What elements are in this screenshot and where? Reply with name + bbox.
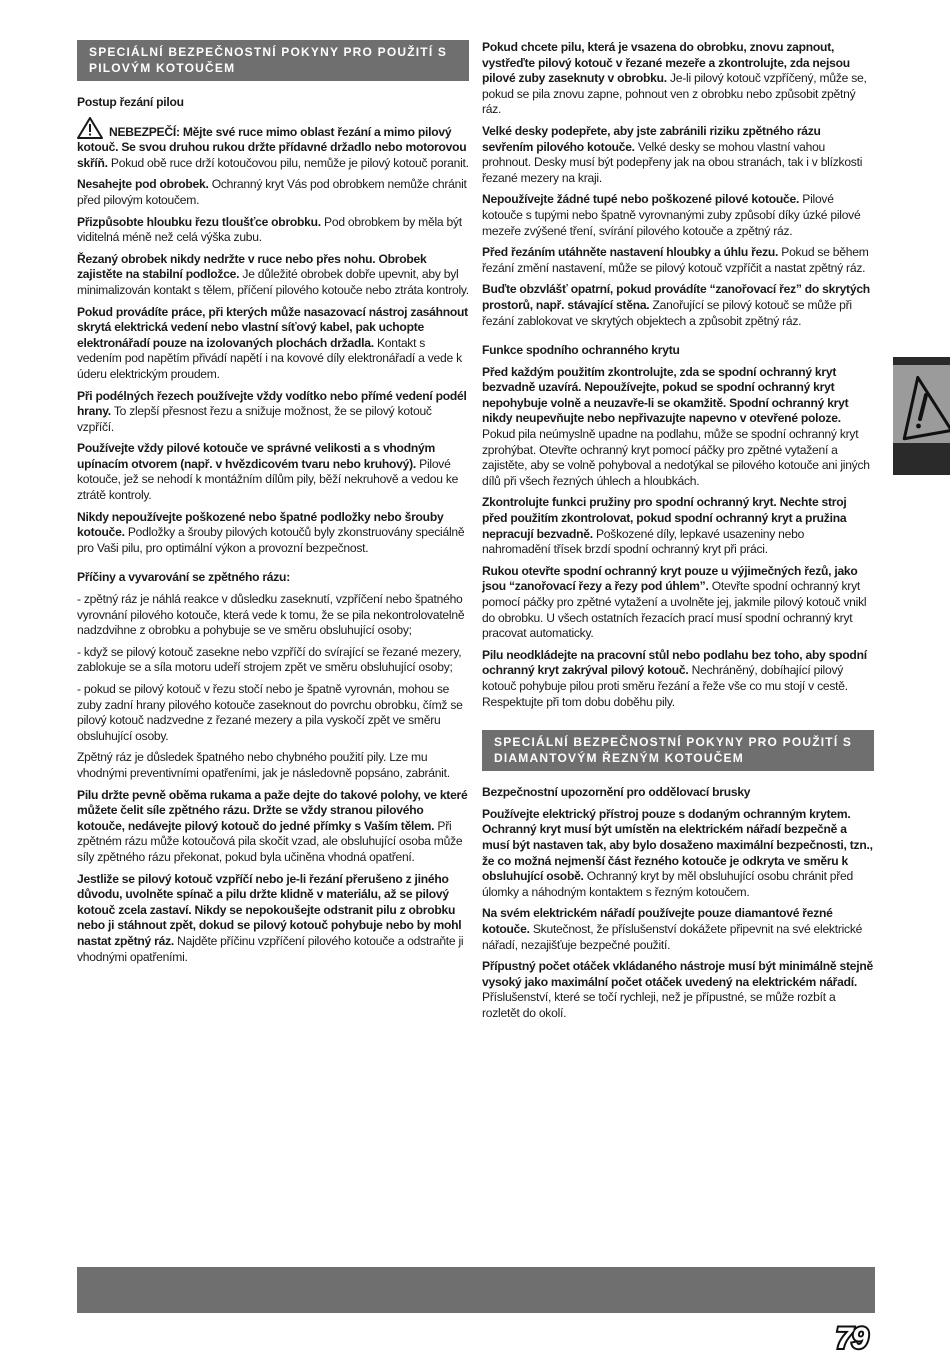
section-banner-saw: SPECIÁLNÍ BEZPEČNOSTNÍ POKYNY PRO POUŽITÍ S PILOVÝM KOTOUČEM	[77, 40, 469, 81]
paragraph-bold: Před každým použitím zkontrolujte, zda se spodní ochranný kryt bezvadně uzavírá. Nepoužívejte, pokud se spodní ochranný kryt nepohybuje volně a neuzavře-li se okamžitě. Spodní ochranný kryt nikdy neupevňujte nebo nepřivazujte napevno v otevřené poloze.	[482, 364, 849, 426]
footer-bar	[77, 1267, 875, 1313]
paragraph	[77, 872, 469, 966]
paragraph	[77, 215, 469, 246]
paragraph	[482, 495, 874, 557]
paragraph	[482, 564, 874, 642]
right-column	[482, 40, 874, 1027]
paragraph	[77, 510, 469, 557]
paragraph	[77, 305, 469, 383]
paragraph-text: Pokud se během řezání změní nastavení, může se pilový kotouč vzpříčit a nastat zpětný ráz.	[482, 245, 869, 275]
paragraph-text: Otevřte spodní ochranný kryt pomocí páčky pro zpětné vytažení a uvolněte jej, jakmile pilový kotouč vnikl do obrobku. U všech ostatních řezacích prací musí spodní ochranný kryt pracovat automaticky.	[482, 579, 867, 641]
paragraph-bold: Zkontrolujte funkci pružiny pro spodní ochranný kryt. Nechte stroj před použitím zkontrolovat, pokud spodní ochranný kryt a pružina nepracují bezvadně.	[482, 495, 847, 541]
paragraph-text: Zanořující se pilový kotouč se může při řezání zablokovat ve skrytých objektech a způsobit zpětný ráz.	[482, 297, 852, 328]
paragraph-text: Kontakt s vedením pod napětím přivádí napětí i na kovové díly elektronářadí a vede k úderu elektrickým proudem.	[77, 335, 462, 381]
warning-triangle-icon	[77, 117, 103, 139]
paragraph: - když se pilový kotouč zasekne nebo vzpříčí do svírající se řezané mezery, zablokuje se a síla motoru udeří strojem zpět ve směru obsluhující osoby;	[77, 644, 462, 675]
danger-bold-text: NEBEZPEČÍ: Mějte své ruce mimo oblast řezání a mimo pilový kotouč. Se svou druhou rukou držte přídavné držadlo nebo motorovou skříň.	[77, 124, 467, 170]
paragraph-bold: Používejte elektrický přístroj pouze s dodaným ochranným krytem. Ochranný kryt musí být umístěn na elektrickém nářadí bezpečně a musí být nastaven tak, aby bylo dosaženo maximální bezpečnosti, tzn., že co možná nejmenší část řezného kotouče je odkryta ve směru k obsluhující osobě.	[482, 806, 873, 884]
paragraph-bold: Přizpůsobte hloubku řezu tloušťce obrobku.	[77, 214, 321, 229]
paragraph-bold: Nesahejte pod obrobek.	[77, 177, 209, 192]
paragraph-text: Při zpětném rázu může kotoučová pila skočit vzad, ale obsluhující osoba může síly zpětného rázu překonat, pokud byla učiněna vhodná opatření.	[77, 818, 463, 864]
paragraph-text: Poškozené díly, lepkavé usazeniny nebo nahromadění třísek brzdí spodní ochranný kryt při práci.	[482, 526, 805, 557]
paragraph-text: Najděte příčinu vzpříčení pilového kotouče a odstraňte ji vhodnými opatřeními.	[77, 933, 464, 964]
paragraph	[77, 788, 469, 866]
paragraph-bold: Rukou otevřte spodní ochranný kryt pouze u výjimečných řezů, jako jsou “zanořovací řezy a řezy pod úhlem”.	[482, 563, 858, 594]
paragraph-bold: Nepoužívejte žádné tupé nebo poškozené pilové kotouče.	[482, 192, 800, 207]
paragraph	[77, 441, 469, 503]
paragraph-bold: Buďte obzvlášť opatrní, pokud provádíte “zanořovací řez” do skrytých prostorů, např. stávající stěna.	[482, 282, 870, 312]
paragraph-text: Podložky a šrouby pilových kotoučů byly zkonstruovány speciálně pro Vaši pilu, pro optimální výkon a provozní bezpečnost.	[77, 525, 465, 555]
danger-paragraph	[77, 117, 469, 172]
page-number: 79	[836, 1322, 868, 1355]
paragraph	[482, 124, 874, 186]
paragraph-text: Skutečnost, že příslušenství dokážete připevnit na své elektrické nářadí, nezajišťuje bezpečné použití.	[482, 921, 863, 952]
side-warning-tab	[893, 357, 950, 475]
paragraph: - zpětný ráz je náhlá reakce v důsledku zaseknutí, vzpříčení nebo špatného vyrovnání pilového kotouče, která vede k tomu, že se pila nekontrolovatelně nadzdvihne z obrobku a pohybuje se ve směru obsluhující osoby;	[77, 592, 465, 638]
paragraph	[482, 365, 874, 490]
paragraph-text: Je důležité obrobek dobře upevnit, aby byl minimalizován kontakt s tělem, příčení pilového kotouče nebo ztráta kontroly.	[77, 267, 469, 297]
left-column	[77, 40, 469, 971]
paragraph	[482, 807, 874, 901]
paragraph: Zpětný ráz je důsledek špatného nebo chybného použití pily. Lze mu vhodnými preventivními opatřeními, jak je následovně popsáno, zabránit.	[77, 750, 450, 780]
warning-exclamation-icon	[893, 365, 950, 443]
paragraph-bold: Nikdy nepoužívejte poškozené nebo špatné podložky nebo šrouby kotouče.	[77, 509, 444, 540]
paragraph-text: Pod obrobkem by měla být viditelná méně než celá výška zubu.	[77, 214, 462, 245]
subheading-sawing-procedure: Postup řezání pilou	[77, 95, 184, 109]
paragraph-bold: Před řezáním utáhněte nastavení hloubky a úhlu řezu.	[482, 245, 779, 260]
paragraph-text: Příslušenství, které se točí rychleji, než je přípustné, se může rozbít a rozletět do okolí.	[482, 990, 836, 1020]
paragraph-text: Je-li pilový kotouč vzpříčený, může se, pokud se pila znovu zapne, pohnout ven z obrobku nebo způsobit zpětný ráz.	[482, 71, 867, 117]
paragraph	[482, 192, 874, 239]
paragraph	[482, 959, 874, 1021]
paragraph	[77, 252, 469, 299]
section-banner-diamond: SPECIÁLNÍ BEZPEČNOSTNÍ POKYNY PRO POUŽITÍ S DIAMANTOVÝM ŘEZNÝM KOTOUČEM	[482, 730, 874, 771]
paragraph-bold: Pokud chcete pilu, která je vsazena do obrobku, znovu zapnout, vystřeďte pilový kotouč v řezané mezeře a zkontrolujte, zda nejsou pilové zuby zaseknuty v obrobku.	[482, 40, 850, 86]
paragraph-text: Pilové kotouče, jež se nehodí k montážním dílům pily, běží nekruhově a vedou ke ztrátě kontroly.	[77, 456, 459, 503]
paragraph-bold: Na svém elektrickém nářadí používejte pouze diamantové řezné kotouče.	[482, 906, 833, 936]
paragraph-bold: Řezaný obrobek nikdy nedržte v ruce nebo přes nohu. Obrobek zajistěte na stabilní podložce.	[77, 251, 427, 282]
subheading-lower-guard: Funkce spodního ochranného krytu	[482, 343, 680, 358]
paragraph-bold: Velké desky podepřete, aby jste zabránili riziku zpětného rázu sevřením pilového kotouče.	[482, 123, 821, 154]
paragraph	[77, 389, 469, 436]
paragraph-text: Pilové kotouče s tupými nebo špatně vyrovnanými zuby způsobí díky úzké pilové mezeře zvýšené tření, svírání pilového kotouče a zpětný ráz.	[482, 192, 861, 238]
paragraph	[482, 245, 874, 276]
paragraph-text: Velké desky se mohou vlastní vahou prohnout. Desky musí být podepřeny jak na obou stranách, tak i v blízkosti řezané mezery na kraji.	[482, 139, 863, 185]
subheading-kickback: Příčiny a vyvarování se zpětného rázu:	[77, 570, 290, 585]
side-tab-panel	[893, 365, 950, 443]
paragraph-bold: Pilu neodkládejte na pracovní stůl nebo podlahu bez toho, aby spodní ochranný kryt zakrýval pilový kotouč.	[482, 647, 867, 678]
paragraph-bold: Pilu držte pevně oběma rukama a paže dejte do takové polohy, ve které můžete čelit síle zpětného rázu. Držte se vždy stranou pilového kotouče, nedávejte pilový kotouč do jedné přímky s Vaším tělem.	[77, 787, 468, 833]
paragraph-text: Nechráněný, dobíhající pilový kotouč pohybuje pilou proti směru řezání a řeže vše co mu stojí v cestě. Respektujte při tom dobu doběhu pily.	[482, 663, 848, 709]
paragraph	[77, 177, 469, 208]
subheading-cutoff-grinders: Bezpečnostní upozornění pro oddělovací brusky	[482, 785, 751, 800]
paragraph-bold: Pokud provádíte práce, při kterých může nasazovací nástroj zasáhnout skrytá elektrická vedení nebo vlastní síťový kabel, pak uchopte elektronářadí pouze na izolovaných plochách držadla.	[77, 304, 468, 350]
paragraph-bold: Jestliže se pilový kotouč vzpříčí nebo je-li řezání přerušeno z jiného důvodu, uvolněte spínač a pilu držte klidně v materiálu, až se pilový kotouč zcela zastaví. Nikdy se nepokoušejte odstranit pilu z obrobku nebo ji stáhnout zpět, dokud se pilový kotouč pohybuje nebo by mohl nastat zpětný ráz.	[77, 871, 462, 948]
paragraph-bold: Při podélných řezech používejte vždy vodítko nebo přímé vedení podél hrany.	[77, 388, 467, 419]
paragraph-text: To zlepší přesnost řezu a snižuje možnost, že se pilový kotouč vzpříčí.	[77, 404, 432, 434]
paragraph	[482, 906, 874, 953]
paragraph-text: Pokud pila neúmyslně upadne na podlahu, může se spodní ochranný kryt zprohýbat. Otevřte ochranný kryt pomocí páčky pro zpětné vytažení a zajistěte, aby se volně pohyboval a nedotýkal se pilového kotouče ani jiných dílů při všech řezných úhlech a hloubkách.	[482, 427, 870, 488]
paragraph	[482, 40, 874, 118]
paragraph	[482, 282, 874, 329]
paragraph: - pokud se pilový kotouč v řezu stočí nebo je špatně vyrovnán, mohou se zuby zadní hrany pilového kotouče zaseknout do povrchu obrobku, čímž se pilový kotouč nadzvedne z řezané mezery a pila vyskočí zpět ve směru obsluhující osoby.	[77, 682, 463, 743]
paragraph-bold: Přípustný počet otáček vkládaného nástroje musí být minimálně stejně vysoký jako maximální počet otáček uvedený na elektrickém nářadí.	[482, 959, 873, 989]
paragraph-text: Ochranný kryt by měl obsluhující osobu chránit před úlomky a náhodným kontaktem s řezným kotoučem.	[482, 869, 854, 899]
paragraph	[482, 648, 874, 710]
danger-text: Pokud obě ruce drží kotoučovou pilu, nemůže je pilový kotouč poranit.	[110, 155, 469, 170]
paragraph-text: Ochranný kryt Vás pod obrobkem nemůže chránit před pilovým kotoučem.	[77, 177, 467, 207]
paragraph-bold: Používejte vždy pilové kotouče ve správné velikosti a s vhodným upínacím otvorem (např. v hvězdicovém tvaru nebo kruhový).	[77, 441, 435, 471]
